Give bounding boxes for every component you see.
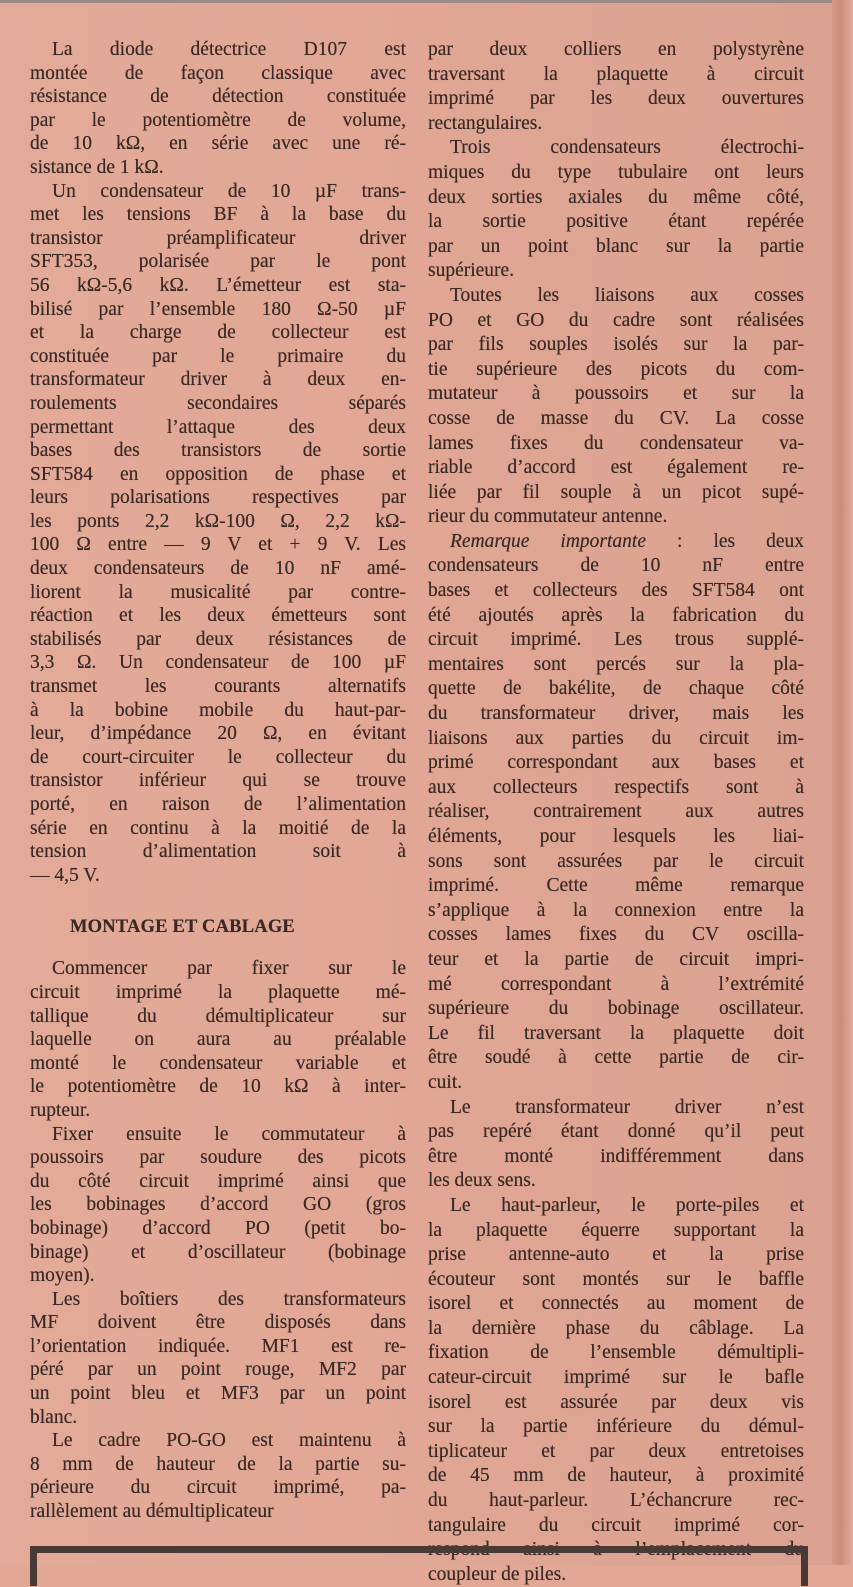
text-line: transmet les courants alternatifs xyxy=(30,676,406,698)
text-line: s’applique à la connexion entre la xyxy=(428,899,804,921)
paragraph xyxy=(428,38,804,136)
text-line: bases des transistors de sortie xyxy=(30,440,406,462)
text-line: teur et la partie de circuit impri- xyxy=(428,948,804,970)
text-line: imprimé. Cette même remarque xyxy=(428,875,804,897)
text-line: montée de façon classique avec xyxy=(30,62,406,84)
text-line: circuit imprimé la plaquette mé- xyxy=(30,981,406,1003)
text-line: miques du type tubulaire ont leurs xyxy=(428,161,804,183)
text-line: SFT584 en opposition de phase et xyxy=(30,463,406,485)
text-line: Le cadre PO-GO est maintenu à xyxy=(52,1430,406,1452)
text-line: deux sorties axiales du même côté, xyxy=(428,186,804,208)
text-line: un point bleu et MF3 par un point xyxy=(30,1383,406,1405)
text-line: respond ainsi à l’emplacement du xyxy=(428,1539,804,1561)
text-line: les bobinages d’accord GO (gros xyxy=(30,1194,406,1216)
text-line: blanc. xyxy=(30,1406,78,1428)
text-line: 100 Ω entre — 9 V et + 9 V. Les xyxy=(30,534,406,556)
text-line: stabilisés par deux résistances de xyxy=(30,628,406,650)
paragraph xyxy=(30,38,406,180)
text-line: tension d’alimentation soit à xyxy=(30,841,406,863)
text-line: cosses lames fixes du CV oscilla- xyxy=(428,924,804,946)
text-line: péré par un point rouge, MF2 par xyxy=(30,1359,406,1381)
text-line: bases et collecteurs des SFT584 ont xyxy=(428,580,804,602)
text-line: mé correspondant à l’extrémité xyxy=(428,973,804,995)
text-line: rallèlement au démultiplicateur xyxy=(30,1501,274,1523)
text-line xyxy=(428,530,804,555)
text-line: MF doivent être disposés dans xyxy=(30,1312,406,1334)
text-line: du côté circuit imprimé ainsi que xyxy=(30,1170,406,1192)
text-line: été ajoutés après la fabrication du xyxy=(428,604,804,626)
text-line: de 45 mm de hauteur, à proximité xyxy=(428,1465,804,1487)
page-top-edge xyxy=(0,0,853,3)
text-line: riable d’accord est également re- xyxy=(428,457,804,479)
text-line: permettant l’attaque des deux xyxy=(30,416,406,438)
left-paragraphs-after xyxy=(30,957,406,1523)
text-line: l’orientation indiquée. MF1 est re- xyxy=(30,1335,406,1357)
paper-fold xyxy=(832,0,853,1565)
text-span: : les deux xyxy=(646,530,805,552)
paragraph xyxy=(30,1429,406,1523)
remark-paragraph xyxy=(428,530,804,1096)
text-line: 56 kΩ-5,6 kΩ. L’émetteur est sta- xyxy=(30,274,406,296)
bottom-boxed-section xyxy=(30,1546,808,1586)
text-line: tallique du démultiplicateur sur xyxy=(30,1005,406,1027)
text-line: — 4,5 V. xyxy=(30,864,100,886)
text-line: rieur du commutateur antenne. xyxy=(428,506,668,528)
text-line: aux collecteurs respectifs sont à xyxy=(428,776,804,798)
right-column xyxy=(428,38,804,1587)
paragraph xyxy=(428,1194,804,1587)
text-line: quette de bakélite, de chaque côté xyxy=(428,678,804,700)
text-line: la sortie positive étant repérée xyxy=(428,211,804,233)
left-paragraphs-before xyxy=(30,38,406,887)
text-line: Un condensateur de 10 µF trans- xyxy=(52,180,406,202)
text-line: de 10 kΩ, en série avec une ré- xyxy=(30,133,406,155)
text-line: mentaires sont percés sur la pla- xyxy=(428,653,804,675)
text-line: liorent la musicalité par contre- xyxy=(30,581,406,603)
text-line: cuit. xyxy=(428,1071,463,1093)
text-line: Trois condensateurs électrochi- xyxy=(450,137,804,159)
text-line: 3,3 Ω. Un condensateur de 100 µF xyxy=(30,652,406,674)
paragraph xyxy=(30,1288,406,1430)
text-line: le potentiomètre de 10 kΩ à inter- xyxy=(30,1076,406,1098)
text-line: réaliser, contrairement aux autres xyxy=(428,801,804,823)
text-line: isorel et connectés au moment de xyxy=(428,1293,804,1315)
text-line: par un point blanc sur la partie xyxy=(428,235,804,257)
text-line: primé correspondant aux bases et xyxy=(428,752,804,774)
text-line: poussoirs par soudure des picots xyxy=(30,1147,406,1169)
text-line: Le fil traversant la plaquette doit xyxy=(428,1022,804,1044)
text-line: transformateur driver à deux en- xyxy=(30,369,406,391)
text-line: Les boîtiers des transformateurs xyxy=(52,1288,406,1310)
text-line: tiplicateur et par deux entretoises xyxy=(428,1440,804,1462)
text-line: sistance de 1 kΩ. xyxy=(30,156,164,178)
text-line: résistance de détection constituée xyxy=(30,86,406,108)
text-line: mutateur à poussoirs et sur la xyxy=(428,383,804,405)
text-line: par fils souples isolés sur la par- xyxy=(428,334,804,356)
text-line: la dernière phase du câblage. La xyxy=(428,1317,804,1339)
text-line: pas repéré étant donné qu’il peut xyxy=(428,1121,804,1143)
text-line: met les tensions BF à la base du xyxy=(30,204,406,226)
text-line: être soudé à cette partie de cir- xyxy=(428,1047,804,1069)
left-column xyxy=(30,38,406,1524)
text-line: série en continu à la moitié de la xyxy=(30,817,406,839)
text-line: périeure du circuit imprimé, pa- xyxy=(30,1477,406,1499)
text-line: circuit imprimé. Les trous supplé- xyxy=(428,629,804,651)
paragraph xyxy=(428,530,804,1096)
text-line: Fixer ensuite le commutateur à xyxy=(52,1123,406,1145)
text-line: du transformateur driver, mais les xyxy=(428,703,804,725)
text-line: cateur-circuit imprimé sur le bafle xyxy=(428,1367,804,1389)
text-line: bobinage) d’accord PO (petit bo- xyxy=(30,1217,406,1239)
text-line: par deux colliers en polystyrène xyxy=(428,39,804,60)
text-line: Toutes les liaisons aux cosses xyxy=(450,284,804,306)
text-line: Commencer par fixer sur le xyxy=(52,958,406,980)
text-line: leur, d’impédance 20 Ω, en évitant xyxy=(30,723,406,745)
text-line: être monté indifféremment dans xyxy=(428,1145,804,1167)
text-line: imprimé par les deux ouvertures xyxy=(428,88,804,110)
text-line: réaction et les deux émetteurs sont xyxy=(30,605,406,627)
text-line: laquelle on aura au préalable xyxy=(30,1029,406,1051)
text-line: supérieure. xyxy=(428,260,515,282)
text-line: roulements secondaires séparés xyxy=(30,392,406,414)
text-line: rectangulaires. xyxy=(428,112,543,134)
text-line: tie supérieure des picots du com- xyxy=(428,358,804,380)
text-line: Le transformateur driver n’est xyxy=(450,1096,804,1118)
paragraph xyxy=(428,284,804,530)
text-line: coupleur de piles. xyxy=(428,1563,567,1585)
text-line: du haut-parleur. L’échancrure rec- xyxy=(428,1490,804,1512)
text-line: et la charge de collecteur est xyxy=(30,322,406,344)
text-line: moyen). xyxy=(30,1265,95,1287)
text-line: traversant la plaquette à circuit xyxy=(428,63,804,85)
text-line: La diode détectrice D107 est xyxy=(52,39,406,60)
text-line: PO et GO du cadre sont réalisées xyxy=(428,309,804,331)
paragraph xyxy=(428,1096,804,1194)
text-line: éléments, pour lesquels les liai- xyxy=(428,826,804,847)
text-line: lames fixes du condensateur va- xyxy=(428,432,804,454)
text-line: isorel est assurée par deux vis xyxy=(428,1391,804,1413)
paragraph xyxy=(30,1123,406,1288)
text-line: de court-circuiter le collecteur du xyxy=(30,746,406,768)
paragraph xyxy=(428,136,804,284)
text-line: sur la partie inférieure du démul- xyxy=(428,1416,804,1438)
text-line: sons sont assurées par le circuit xyxy=(428,850,804,872)
right-paragraphs-after xyxy=(428,1096,804,1587)
text-line: liaisons aux parties du circuit im- xyxy=(428,727,804,749)
text-line: deux condensateurs de 10 nF amé- xyxy=(30,558,406,580)
text-line: fixation de l’ensemble démultipli- xyxy=(428,1342,804,1364)
text-line: porté, en raison de l’alimentation xyxy=(30,794,406,815)
text-line: supérieure du bobinage oscillateur. xyxy=(428,998,804,1020)
text-line: monté le condensateur variable et xyxy=(30,1052,406,1074)
paragraph xyxy=(30,957,406,1122)
text-line: prise antenne-auto et la prise xyxy=(428,1244,804,1266)
paragraph xyxy=(30,180,406,888)
text-line: les deux sens. xyxy=(428,1170,536,1192)
text-line: SFT353, polarisée par le pont xyxy=(30,251,406,273)
text-line: les ponts 2,2 kΩ-100 Ω, 2,2 kΩ- xyxy=(30,510,406,532)
text-line: transistor préamplificateur driver xyxy=(30,227,406,249)
text-line: par le potentiomètre de volume, xyxy=(30,109,406,131)
text-line: écouteur sont montés sur le baffle xyxy=(428,1268,804,1290)
text-line: tangulaire du circuit imprimé cor- xyxy=(428,1514,804,1536)
text-line: binage) et d’oscillateur (bobinage xyxy=(30,1241,406,1263)
text-line: rupteur. xyxy=(30,1099,91,1121)
text-line: Le haut-parleur, le porte-piles et xyxy=(450,1194,804,1216)
text-line: leurs polarisations respectives par xyxy=(30,487,406,509)
section-heading: MONTAGE ET CABLAGE xyxy=(70,917,295,938)
remark-lead: Remarque importante xyxy=(450,530,647,552)
right-paragraphs xyxy=(428,136,804,530)
text-line: transistor inférieur qui se trouve xyxy=(30,770,406,792)
right-continuation xyxy=(428,38,804,136)
text-line: liée par fil souple à un picot supé- xyxy=(428,481,804,503)
text-line: la plaquette équerre supportant la xyxy=(428,1219,804,1241)
text-line: cosse de masse du CV. La cosse xyxy=(428,407,804,429)
text-line: bilisé par l’ensemble 180 Ω-50 µF xyxy=(30,298,406,320)
text-line: condensateurs de 10 nF entre xyxy=(428,555,804,577)
text-line: à la bobine mobile du haut-par- xyxy=(30,699,406,721)
text-line: constituée par le primaire du xyxy=(30,345,406,367)
text-line: 8 mm de hauteur de la partie su- xyxy=(30,1453,406,1475)
